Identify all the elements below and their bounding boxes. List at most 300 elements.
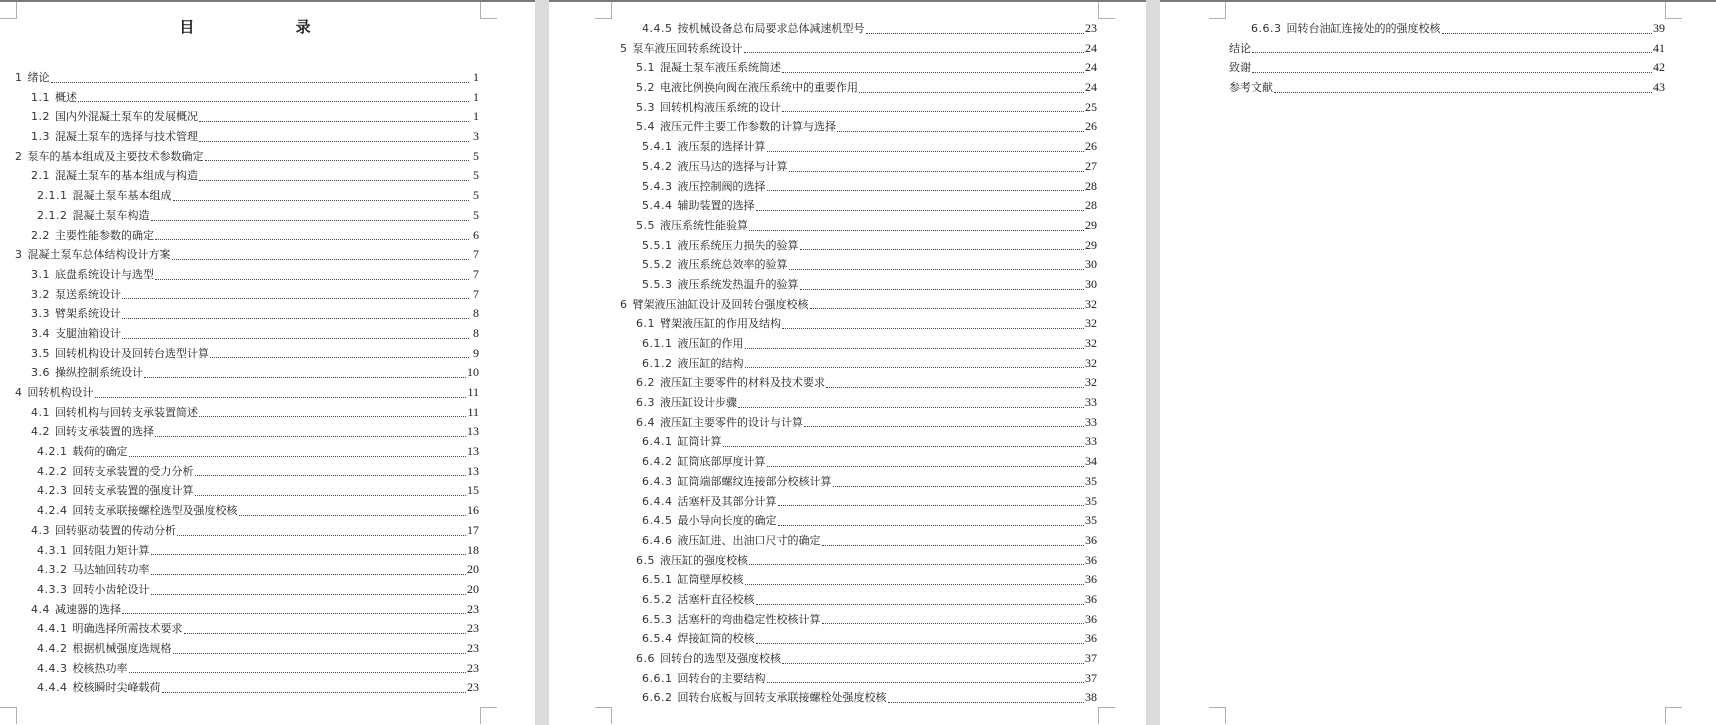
toc-dot-leader: [745, 583, 1085, 585]
toc-dot-leader: [866, 32, 1085, 34]
toc-entry-page-number: 23: [467, 640, 479, 655]
toc-entry-number: 5.4.1: [642, 140, 673, 154]
toc-entry[interactable]: [15, 541, 479, 561]
toc-entry-number: 4.4.4: [37, 681, 68, 695]
toc-entry-number: 4.3.1: [37, 543, 68, 557]
toc-entry-number: 4.4.2: [37, 641, 68, 655]
toc-entry-page-number: 6: [473, 227, 479, 242]
toc-entry-number: 2: [15, 149, 23, 163]
toc-entry[interactable]: [15, 88, 479, 108]
toc-dot-leader: [822, 544, 1085, 546]
toc-entry-number: 4.4.5: [642, 22, 673, 35]
toc-entry-label: 概述: [55, 90, 77, 104]
toc-entry-label: 校核热功率: [72, 661, 128, 675]
toc-entry-number: 5.5: [636, 218, 655, 232]
toc-entry[interactable]: [15, 324, 479, 344]
toc-entry-label: 减速器的选择: [55, 602, 121, 616]
toc-entry-page-number: 36: [1085, 631, 1097, 646]
toc-entry-label: 明确选择所需技术要求: [72, 622, 183, 636]
toc-entry[interactable]: [620, 432, 1097, 452]
toc-dot-leader: [789, 170, 1085, 172]
toc-dot-leader: [184, 632, 467, 634]
document-page-1: [0, 0, 535, 725]
toc-entry-number: 6.3: [636, 396, 655, 410]
toc-dot-leader: [723, 445, 1085, 447]
toc-entry[interactable]: [620, 610, 1097, 630]
toc-entry-label: 缸筒底部厚度计算: [677, 455, 766, 469]
toc-entry-label: 混凝土泵车总体结构设计方案: [27, 248, 171, 262]
toc-entry-number: 4.2.4: [37, 504, 68, 518]
toc-entry[interactable]: [15, 501, 479, 521]
toc-entry[interactable]: [15, 442, 479, 462]
toc-entry-page-number: 43: [1653, 80, 1665, 95]
toc-entry[interactable]: [15, 462, 479, 482]
toc-dot-leader: [173, 199, 470, 201]
toc-entry[interactable]: [620, 472, 1097, 492]
toc-entry-label: 回转阻力矩计算: [72, 543, 150, 557]
toc-entry-page-number: 23: [1085, 21, 1097, 35]
toc-dot-leader: [151, 553, 467, 555]
toc-entry-number: 2.1.1: [37, 189, 68, 203]
margin-corner-mark: [595, 707, 612, 724]
toc-dot-leader: [173, 652, 467, 654]
toc-entry[interactable]: [620, 629, 1097, 649]
toc-entry-label: 混凝土泵车液压系统简述: [660, 61, 781, 75]
toc-entry-number: 5.4: [636, 120, 655, 134]
toc-entry[interactable]: [15, 107, 479, 127]
toc-entry-page-number: 8: [473, 306, 479, 321]
toc-dot-leader: [800, 288, 1085, 290]
toc-entry-label: 液压系统性能验算: [660, 218, 748, 232]
toc-entry-page-number: 32: [1085, 375, 1097, 390]
toc-entry[interactable]: [15, 68, 479, 88]
margin-corner-mark: [1209, 2, 1226, 19]
toc-entry[interactable]: [620, 354, 1097, 374]
toc-entry-page-number: 11: [467, 385, 479, 399]
toc-entry-page-number: 36: [1085, 611, 1097, 626]
toc-entry-label: 底盘系统设计与选型: [55, 267, 154, 281]
toc-entry-label: 国内外混凝土泵车的发展概况: [55, 110, 198, 124]
toc-entry-label: 回转台油缸连接处的的强度校核: [1286, 22, 1441, 35]
toc-dot-leader: [122, 297, 469, 299]
toc-entry-number: 4.2.1: [37, 445, 68, 459]
toc-entry[interactable]: [15, 600, 479, 620]
toc-dot-leader: [749, 229, 1084, 231]
toc-dot-leader: [1252, 71, 1652, 73]
toc-entry[interactable]: [15, 304, 479, 324]
toc-dot-leader: [151, 593, 467, 595]
toc-dot-leader: [1252, 51, 1652, 53]
toc-entry[interactable]: [620, 58, 1097, 78]
toc-entry[interactable]: [15, 285, 479, 305]
toc-entry-label: 回转台底板与回转支承联接螺栓处强度校核: [677, 691, 887, 705]
toc-dot-leader: [195, 494, 467, 496]
toc-entry[interactable]: [620, 570, 1097, 590]
toc-entry[interactable]: [620, 78, 1097, 98]
toc-entry-page-number: 35: [1085, 513, 1097, 528]
toc-entry-number: 2.1: [31, 169, 50, 183]
toc-entry-label: 载荷的确定: [72, 445, 128, 459]
toc-entry-label: 根据机械强度选规格: [72, 641, 172, 655]
toc-entry[interactable]: [15, 245, 479, 265]
toc-entry-number: 5.4.4: [642, 199, 673, 213]
toc-entry-number: 1.3: [31, 130, 50, 144]
toc-entry-label: 液压缸设计步骤: [660, 396, 737, 410]
toc-entry[interactable]: [15, 383, 479, 403]
toc-dot-leader: [782, 662, 1084, 664]
toc-entry[interactable]: [15, 639, 479, 659]
toc-entry-page-number: 32: [1085, 296, 1097, 311]
toc-dot-leader: [756, 642, 1085, 644]
toc-dot-leader: [749, 563, 1084, 565]
toc-entry-number: 6.4: [636, 415, 655, 429]
toc-entry-label: 混凝土泵车基本组成: [72, 189, 172, 203]
toc-entry[interactable]: [620, 393, 1097, 413]
toc-dot-leader: [151, 219, 470, 221]
toc-entry[interactable]: [15, 206, 479, 226]
toc-entry[interactable]: [620, 19, 1097, 39]
toc-dot-leader: [778, 504, 1085, 506]
toc-list: [620, 19, 1097, 708]
toc-entry-page-number: 23: [467, 680, 479, 695]
toc-entry-page-number: 5: [473, 207, 479, 222]
toc-entry-page-number: 33: [1085, 395, 1097, 410]
toc-entry-page-number: 32: [1085, 355, 1097, 370]
toc-entry-page-number: 3: [473, 129, 479, 144]
toc-entry-label: 液压马达的选择与计算: [677, 159, 788, 173]
toc-dot-leader: [144, 376, 466, 378]
toc-dot-leader: [155, 238, 469, 240]
toc-entry-number: 6.5.3: [642, 612, 673, 626]
toc-entry-number: 4.3.3: [37, 582, 68, 596]
toc-entry[interactable]: [15, 422, 479, 442]
toc-entry-number: 4: [15, 386, 23, 399]
toc-entry-number: 5.5.1: [642, 238, 673, 252]
toc-entry[interactable]: [620, 511, 1097, 531]
toc-entry[interactable]: [620, 137, 1097, 157]
toc-entry-page-number: 37: [1085, 651, 1097, 665]
toc-entry[interactable]: [15, 521, 479, 541]
toc-entry-page-number: 20: [467, 562, 479, 577]
toc-entry[interactable]: [15, 403, 479, 423]
toc-entry-label: 回转驱动装置的传动分析: [55, 523, 176, 537]
toc-entry[interactable]: [620, 492, 1097, 512]
toc-entry-label: 混凝土泵车构造: [72, 208, 150, 222]
margin-corner-mark: [1098, 707, 1115, 724]
toc-entry-label: 液压泵的选择计算: [677, 140, 766, 154]
toc-entry[interactable]: [15, 186, 479, 206]
toc-entry-label: 回转支承装置的强度计算: [72, 484, 194, 498]
toc-entry-number: 3.4: [31, 326, 50, 340]
toc-entry[interactable]: [15, 265, 479, 285]
toc-entry-label: 液压缸的结构: [677, 356, 744, 370]
toc-entry[interactable]: [620, 314, 1097, 334]
toc-entry-label: 按机械设备总布局要求总体减速机型号: [677, 22, 865, 35]
toc-dot-leader: [738, 406, 1084, 408]
toc-entry-label: 回转台的主要结构: [677, 671, 766, 685]
document-page-2: [549, 0, 1146, 725]
toc-entry[interactable]: [620, 334, 1097, 354]
toc-entry-label: 液压缸的强度校核: [660, 553, 748, 567]
toc-entry-label: 回转机构设计: [27, 386, 94, 399]
toc-entry-label: 臂架液压缸的作用及结构: [660, 317, 781, 331]
margin-corner-mark: [1665, 2, 1682, 19]
toc-entry-number: 5.2: [636, 81, 655, 95]
toc-entry[interactable]: [15, 659, 479, 679]
toc-entry[interactable]: [620, 590, 1097, 610]
toc-entry[interactable]: [620, 216, 1097, 236]
toc-entry-page-number: 17: [467, 522, 479, 537]
toc-entry-label: 操纵控制系统设计: [55, 366, 143, 380]
toc-entry-page-number: 24: [1085, 80, 1097, 95]
toc-entry-number: 3.1: [31, 267, 50, 281]
toc-dot-leader: [162, 691, 467, 693]
toc-dot-leader: [756, 603, 1085, 605]
toc-entry-number: 4.2.2: [37, 464, 68, 478]
toc-entry-page-number: 36: [1085, 591, 1097, 606]
toc-entry-number: 6.4.5: [642, 514, 673, 528]
toc-entry-page-number: 36: [1085, 552, 1097, 567]
toc-entry-page-number: 28: [1085, 198, 1097, 213]
toc-dot-leader: [1274, 91, 1652, 93]
toc-entry-page-number: 29: [1085, 237, 1097, 252]
toc-entry[interactable]: [620, 255, 1097, 275]
toc-entry-number: 6.6: [636, 652, 655, 665]
toc-dot-leader: [78, 100, 469, 102]
toc-entry-number: 6.6.3: [1251, 22, 1282, 35]
toc-entry[interactable]: [620, 117, 1097, 137]
toc-entry-number: 6.5.2: [642, 592, 673, 606]
toc-dot-leader: [122, 317, 469, 319]
toc-entry-page-number: 24: [1085, 40, 1097, 55]
toc-entry[interactable]: [620, 373, 1097, 393]
toc-dot-leader: [239, 514, 467, 516]
toc-dot-leader: [767, 189, 1085, 191]
toc-entry-page-number: 5: [473, 188, 479, 203]
toc-entry-page-number: 27: [1085, 158, 1097, 173]
toc-entry[interactable]: [620, 236, 1097, 256]
toc-entry-number: 5.1: [636, 61, 655, 75]
toc-dot-leader: [789, 268, 1085, 270]
toc-entry[interactable]: [15, 619, 479, 639]
toc-entry-number: 3.6: [31, 366, 50, 380]
toc-entry-label: 缸筒端部螺纹连接部分校核计算: [677, 474, 832, 488]
toc-entry-label: 回转台的选型及强度校核: [660, 652, 781, 665]
toc-entry[interactable]: [620, 452, 1097, 472]
toc-entry[interactable]: [15, 580, 479, 600]
toc-entry-number: 6.4.2: [642, 455, 673, 469]
toc-dot-leader: [199, 140, 469, 142]
toc-entry-number: 5: [620, 41, 628, 55]
toc-entry[interactable]: [1229, 39, 1665, 59]
toc-entry[interactable]: [1229, 19, 1665, 39]
toc-entry-label: 焊接缸筒的校核: [677, 632, 755, 646]
toc-entry[interactable]: [620, 413, 1097, 433]
toc-entry-number: 6.5: [636, 553, 655, 567]
toc-entry-page-number: 7: [473, 247, 479, 262]
toc-dot-leader: [778, 524, 1085, 526]
toc-entry[interactable]: [620, 551, 1097, 571]
toc-entry-page-number: 32: [1085, 336, 1097, 350]
toc-entry[interactable]: [15, 344, 479, 364]
toc-entry[interactable]: [15, 363, 479, 383]
toc-entry-label: 校核瞬时尖峰载荷: [72, 681, 161, 695]
toc-entry-label: 支腿油箱设计: [55, 326, 121, 340]
toc-entry-number: 6.4.3: [642, 474, 673, 488]
toc-entry-label: 参考文献: [1229, 81, 1273, 95]
toc-entry-page-number: 32: [1085, 316, 1097, 331]
toc-list: [1229, 19, 1665, 98]
toc-entry[interactable]: [15, 678, 479, 698]
toc-entry-page-number: 30: [1085, 257, 1097, 272]
toc-entry[interactable]: [15, 166, 479, 186]
toc-dot-leader: [199, 415, 466, 417]
toc-entry-page-number: 25: [1085, 99, 1097, 114]
toc-entry-number: 1.1: [31, 90, 50, 104]
toc-entry-number: 6.4.6: [642, 533, 673, 547]
toc-dot-leader: [205, 159, 470, 161]
toc-dot-leader: [822, 622, 1085, 624]
toc-entry[interactable]: [620, 39, 1097, 59]
toc-entry[interactable]: [620, 275, 1097, 295]
toc-dot-leader: [51, 81, 470, 83]
toc-entry-label: 致谢: [1229, 61, 1251, 75]
toc-entry-page-number: 8: [473, 325, 479, 340]
toc-dot-leader: [129, 455, 467, 457]
toc-entry-label: 混凝土泵车的选择与技术管理: [55, 130, 198, 144]
toc-entry-page-number: 23: [467, 601, 479, 616]
toc-entry[interactable]: [620, 688, 1097, 708]
toc-entry-number: 1.2: [31, 110, 50, 124]
toc-entry[interactable]: [15, 127, 479, 147]
toc-entry-page-number: 42: [1653, 60, 1665, 75]
toc-entry-label: 液压系统发热温升的验算: [677, 277, 799, 291]
toc-dot-leader: [122, 612, 466, 614]
toc-entry-number: 4.2: [31, 425, 50, 439]
toc-entry-page-number: 33: [1085, 414, 1097, 429]
toc-entry-number: 3.2: [31, 287, 50, 301]
toc-dot-leader: [826, 386, 1084, 388]
margin-corner-mark: [1209, 707, 1226, 724]
toc-entry-number: 6.1.2: [642, 356, 673, 370]
toc-entry[interactable]: [620, 157, 1097, 177]
toc-entry-number: 6.5.4: [642, 632, 673, 646]
toc-entry[interactable]: [620, 196, 1097, 216]
toc-dot-leader: [177, 534, 466, 536]
toc-dot-leader: [1442, 32, 1653, 34]
toc-entry-page-number: 29: [1085, 217, 1097, 232]
toc-dot-leader: [155, 435, 466, 437]
toc-entry[interactable]: [620, 531, 1097, 551]
toc-entry[interactable]: [15, 481, 479, 501]
toc-list: [15, 68, 479, 698]
toc-dot-leader: [745, 347, 1085, 349]
toc-entry-page-number: 35: [1085, 473, 1097, 488]
toc-entry-page-number: 35: [1085, 493, 1097, 508]
toc-entry-page-number: 7: [473, 266, 479, 281]
toc-entry-number: 4.3: [31, 523, 50, 537]
toc-entry-label: 液压系统压力损失的验算: [677, 238, 799, 252]
toc-entry-label: 绪论: [27, 71, 50, 84]
toc-entry-page-number: 39: [1653, 21, 1665, 35]
toc-entry-label: 臂架系统设计: [55, 307, 121, 321]
toc-entry-label: 液压缸主要零件的设计与计算: [660, 415, 803, 429]
toc-entry[interactable]: [620, 98, 1097, 118]
toc-entry-label: 回转机构设计及回转台选型计算: [55, 346, 209, 360]
toc-entry-label: 缸筒计算: [677, 435, 722, 449]
toc-entry-page-number: 13: [467, 444, 479, 459]
toc-entry-number: 5.5.2: [642, 258, 673, 272]
toc-entry-label: 回转支承装置的受力分析: [72, 464, 194, 478]
toc-dot-leader: [767, 150, 1085, 152]
toc-entry-number: 4.1: [31, 405, 50, 419]
toc-dot-leader: [888, 701, 1085, 703]
toc-entry[interactable]: [15, 226, 479, 246]
toc-dot-leader: [767, 681, 1085, 683]
toc-entry-label: 泵车液压回转系统设计: [632, 41, 743, 55]
toc-entry[interactable]: [620, 295, 1097, 315]
toc-entry-label: 液压元件主要工作参数的计算与选择: [660, 120, 836, 134]
toc-entry-label: 液压缸进、出油口尺寸的确定: [677, 533, 821, 547]
toc-dot-leader: [745, 366, 1085, 368]
toc-entry-label: 活塞杆的弯曲稳定性校核计算: [677, 612, 821, 626]
margin-corner-mark: [595, 2, 612, 19]
toc-entry-page-number: 23: [467, 660, 479, 675]
toc-entry-number: 3.5: [31, 346, 50, 360]
toc-entry-page-number: 9: [473, 345, 479, 360]
toc-entry-page-number: 13: [467, 424, 479, 439]
toc-entry-label: 辅助装置的选择: [677, 199, 755, 213]
toc-entry[interactable]: [1229, 58, 1665, 78]
toc-entry-label: 电液比例换向阀在液压系统中的重要作用: [660, 81, 858, 95]
toc-dot-leader: [151, 573, 467, 575]
toc-entry-label: 混凝土泵车的基本组成与构造: [55, 169, 198, 183]
toc-dot-leader: [782, 327, 1084, 329]
toc-entry[interactable]: [1229, 78, 1665, 98]
toc-entry-page-number: 1: [473, 109, 479, 124]
toc-entry-number: 6.2: [636, 376, 655, 390]
document-page-3: [1160, 0, 1716, 725]
toc-entry[interactable]: [620, 649, 1097, 669]
toc-entry[interactable]: [15, 560, 479, 580]
toc-entry-page-number: 24: [1085, 60, 1097, 75]
toc-entry-number: 6.6.1: [642, 671, 673, 685]
toc-entry-page-number: 36: [1085, 532, 1097, 547]
toc-dot-leader: [210, 356, 469, 358]
toc-entry[interactable]: [620, 669, 1097, 689]
margin-corner-mark: [1665, 707, 1682, 724]
toc-entry-page-number: 36: [1085, 572, 1097, 587]
toc-entry[interactable]: [620, 177, 1097, 197]
toc-dot-leader: [804, 425, 1084, 427]
toc-dot-leader: [155, 278, 469, 280]
toc-entry-number: 4.2.3: [37, 484, 68, 498]
margin-corner-mark: [1098, 2, 1115, 19]
toc-entry-page-number: 26: [1085, 119, 1097, 134]
toc-dot-leader: [767, 465, 1085, 467]
toc-entry-number: 6: [620, 297, 628, 311]
toc-entry-label: 液压缸的作用: [677, 337, 744, 350]
toc-title: 目 录: [179, 18, 359, 36]
toc-entry-page-number: 41: [1653, 40, 1665, 55]
toc-entry-page-number: 5: [473, 168, 479, 183]
toc-entry[interactable]: [15, 147, 479, 167]
toc-entry-page-number: 30: [1085, 276, 1097, 291]
toc-entry-page-number: 28: [1085, 178, 1097, 193]
toc-entry-number: 1: [15, 71, 23, 84]
toc-entry-number: 5.3: [636, 100, 655, 114]
toc-entry-number: 3.3: [31, 307, 50, 321]
